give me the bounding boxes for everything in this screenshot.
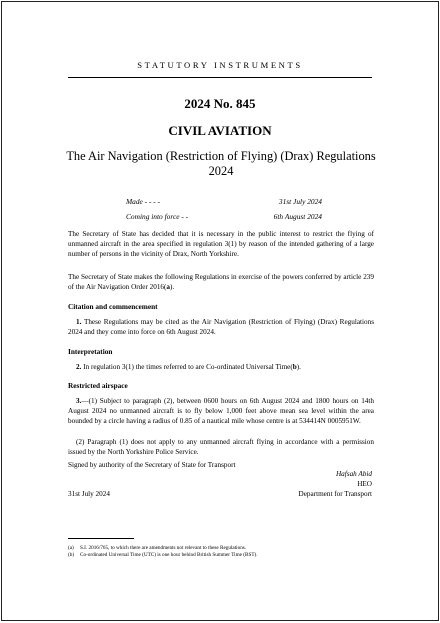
regulation-3-paragraph-2: (2) Paragraph (1) does not apply to any unmanned aircraft flying in accordance with a permission issued by the North Yorkshire Police Service. (68, 438, 374, 456)
footnote-b (68, 552, 258, 559)
force-value: 6th August 2024 (273, 212, 322, 221)
made-value: 31st July 2024 (278, 197, 322, 206)
signing-authority: Signed by authority of the Secretary of State for Transport (68, 461, 236, 469)
regulation-1-number: 1. (76, 318, 82, 326)
restricted-airspace-heading: Restricted airspace (68, 381, 128, 390)
header-rule (68, 77, 372, 78)
signature-date: 31st July 2024 (68, 490, 110, 498)
regulation-2 (68, 362, 374, 372)
subject-heading: CIVIL AVIATION (168, 123, 272, 138)
signatory-grade: HEO (357, 480, 372, 488)
footnote-ref-b: b (292, 363, 297, 371)
footnote-b-mark: (b) (68, 552, 75, 558)
footnote-ref-a: a (166, 283, 170, 291)
regulation-3-number: 3. (76, 397, 82, 405)
regulation-1-text: These Regulations may be cited as the Air Navigation (Restriction of Flying) (Drax) Regulations 2024 and they come into force on 6th August 2024. (68, 318, 374, 336)
footnote-a-text: S.I. 2016/765, to which there are amendments not relevant to these Regulations. (80, 545, 247, 551)
preamble-p2-end: ). (170, 283, 175, 291)
preamble-paragraph-2 (68, 272, 374, 292)
interpretation-heading: Interpretation (68, 347, 113, 356)
regulation-title: The Air Navigation (Restriction of Flying) (Drax) Regulations 2024 (66, 149, 376, 178)
signatory-department: Department for Transport (298, 490, 372, 498)
instrument-number: 2024 No. 845 (184, 96, 256, 111)
regulation-3-paragraph-1 (68, 396, 374, 426)
regulation-1 (68, 317, 374, 337)
made-label: Made - - - - (126, 197, 161, 206)
regulation-2-number: 2. (76, 363, 82, 371)
signatory-name: Hafsah Abid (335, 470, 372, 478)
footnote-a (68, 545, 246, 552)
footnote-a-mark: (a) (68, 545, 74, 551)
document-page (1, 1, 439, 621)
regulation-2-end: ). (296, 363, 301, 371)
citation-heading: Citation and commencement (68, 302, 158, 311)
footnote-rule (68, 538, 134, 539)
preamble-paragraph-1: The Secretary of State has decided that it is necessary in the public interest to restrict the flying of unmanned aircraft in the area specified in regulation 3(1) by reason of the intended gathering of a large number of persons in the vicinity of Drax, North Yorkshire. (68, 230, 374, 258)
regulation-3-text: —(1) Subject to paragraph (2), between 0600 hours on 6th August 2024 and 1800 hours on 14th August 2024 no unmanned aircraft is to fly below 1,000 feet above mean sea level within the area bounded by a circle having a radius of 0.85 of a nautical mile whose centre is at 534414N 0005951W. (68, 397, 374, 425)
force-label: Coming into force - - (126, 212, 189, 221)
regulation-2-text: In regulation 3(1) the times referred to are Co-ordinated Universal Time( (81, 363, 293, 371)
preamble-p2-text: The Secretary of State makes the following Regulations in exercise of the powers conferred by article 239 of the Air Navigation Order 2016( (68, 273, 374, 291)
footnote-b-text: Co-ordinated Universal Time (UTC) is one hour behind British Summer Time (BST). (80, 552, 258, 558)
series-heading: STATUTORY INSTRUMENTS (137, 60, 303, 70)
